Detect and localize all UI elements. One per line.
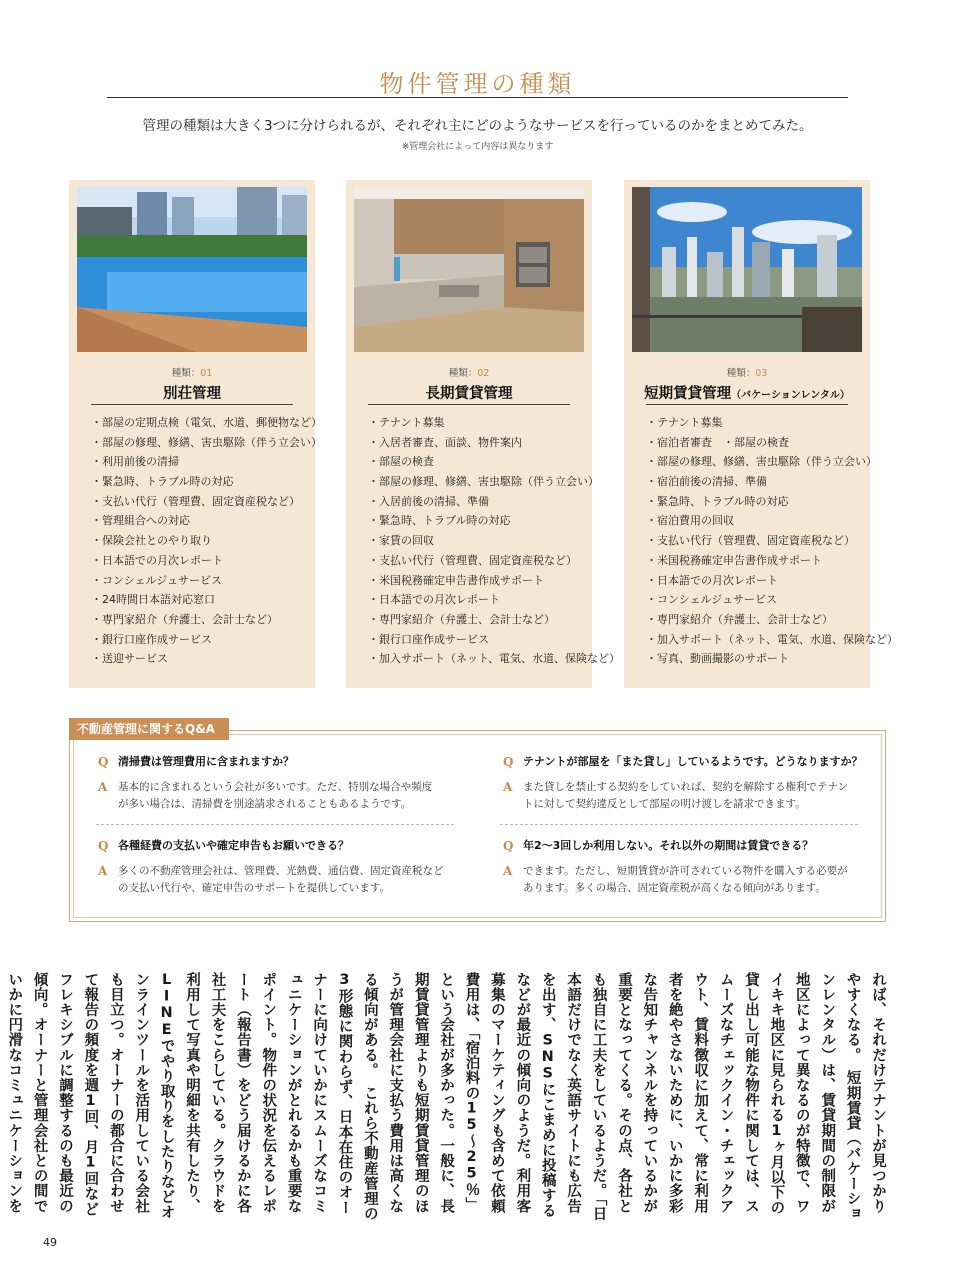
a-mark: A <box>503 780 513 794</box>
q-mark: Q <box>503 839 514 853</box>
list-item: ・ 入居前後の清掃、準備 <box>368 492 584 512</box>
type-label: 種類：03 <box>726 368 768 379</box>
qa-question: Q 清掃費は管理費用に含まれますか？ <box>98 755 294 769</box>
title-rule <box>107 97 848 98</box>
list-item: ・ コンシェルジュサービス <box>646 590 862 610</box>
qa-item <box>98 753 468 813</box>
list-item: ・ 専門家紹介（弁護士、会計士など） <box>368 610 584 630</box>
list-item: ・ 部屋の定期点検（電気、水道、郵便物など） <box>91 413 307 433</box>
page-title: 物件管理の種類 <box>379 70 576 98</box>
qa-question: Q 年2〜3回しか利用しない。それ以外の期間は賃貸できる？ <box>503 839 814 853</box>
list-item: ・ 支払い代行（管理費、固定資産税など） <box>91 492 307 512</box>
qa-item <box>503 837 868 897</box>
divider <box>368 404 570 405</box>
list-item: ・ 入居者審査、面談、物件案内 <box>368 433 584 453</box>
q-mark: Q <box>503 755 514 769</box>
management-type-card <box>624 180 899 688</box>
list-item: ・ 送迎サービス <box>91 649 307 669</box>
list-item: ・ 管理組合への対応 <box>91 511 307 531</box>
qa-answer: A また貸しを禁止する契約をしていれば、契約を解除する権利でテナン トに対して契約違反として部屋の明け渡しを請求できます。 <box>503 780 848 810</box>
list-item: ・ 部屋の修理、修繕、害虫駆除（伴う立会い） <box>91 433 307 453</box>
divider <box>91 404 293 405</box>
a-mark: A <box>98 780 108 794</box>
qa-answer: A 多くの不動産管理会社は、管理費、光熱費、通信費、固定資産税など の支払い代行や、確定申告のサポートを提供しています。 <box>98 864 444 894</box>
list-item: ・ 部屋の修理、修繕、害虫駆除（伴う立会い） <box>368 472 584 492</box>
qa-divider <box>500 824 858 825</box>
qa-answer: A できます。ただし、短期賃貸が許可されている物件を購入する必要が あります。多くの場合、固定資産税が高くなる傾向があります。 <box>503 864 848 894</box>
list-item: ・ 支払い代行（管理費、固定資産税など） <box>646 531 862 551</box>
list-item: ・ 家賃の回収 <box>368 531 584 551</box>
list-item: ・ 加入サポート（ネット、電気、水道、保険など） <box>646 630 862 650</box>
list-item: ・ 宿泊者審査 ・部屋の検査 <box>646 433 862 453</box>
q-mark: Q <box>98 755 109 769</box>
list-item: ・ 緊急時、トラブル時の対応 <box>91 472 307 492</box>
list-item: ・ テナント募集 <box>646 413 862 433</box>
type-label: 種類：02 <box>448 368 490 379</box>
service-list <box>646 413 899 669</box>
qa-item <box>503 753 868 813</box>
list-item: ・ 宿泊費用の回収 <box>646 511 862 531</box>
service-list <box>368 413 621 669</box>
list-item: ・ 宿泊前後の清掃、準備 <box>646 472 862 492</box>
list-item: ・ 専門家紹介（弁護士、会計士など） <box>646 610 862 630</box>
service-list <box>91 413 322 669</box>
qa-divider <box>96 824 454 825</box>
list-item: ・ 利用前後の清掃 <box>91 452 307 472</box>
qa-item <box>98 837 468 897</box>
article-body: れば、それだけテナントが見つかりやすくなる。 短期賃貸（バケーションレンタル）は、賃貸期間の制限が地区によって異なるのが特徴で、ワイキキ地区に見られる1ヶ月以下の貸し出し可能な物件に関しては、スムーズなチェックイン・チェックアウト、賃料徴収に加えて、常に利用者を絶やさないために、いかに多彩な告知チャンネルを持っているかが重要となってくる。その点、各社とも独自に工夫をしているようだ。「日本語だけでなく英語サイトにも広告を出す、SNSにこまめに投稿するなどが最近の傾向のようだ。利用客募集のマーケティングも含めて依頼費用は、「宿泊料の15〜25％」という会社が多かった。一般に、長期賃貸管理よりも短期賃貸管理のほうが管理会社に支払う費用は高くなる傾向がある。 これら不動産管理の3形態に関わらず、日本在住のオーナーに向けていかにスムーズなコミュニケーションがとれるかも重要なポイント。物件の状況を伝えるレポート（報告書）をどう届けるかに各社工夫をこらしている。クラウドを利用して写真や明細を共有したり、LINEでやり取りをしたりなどオンラインツールを活用している会社も目立つ。オーナーの都合に合わせて報告の頻度を週1回、月1回などフレキシブルに調整するのも最近の傾向。オーナーと管理会社との間でいかに円滑なコミュニケーションを <box>6 972 886 1222</box>
q-mark: Q <box>98 839 109 853</box>
list-item: ・ 米国税務確定申告書作成サポート <box>646 551 862 571</box>
management-type-card <box>69 180 322 688</box>
type-name: 長期賃貸管理 <box>425 386 513 402</box>
list-item: ・ 銀行口座作成サービス <box>91 630 307 650</box>
city-view-photo <box>632 187 862 352</box>
list-item: ・ 銀行口座作成サービス <box>368 630 584 650</box>
kitchen-photo <box>354 187 584 352</box>
list-item: ・ 緊急時、トラブル時の対応 <box>368 511 584 531</box>
qa-question: Q 各種経費の支払いや確定申告もお願いできる？ <box>98 839 349 853</box>
list-item: ・ 日本語での月次レポート <box>368 590 584 610</box>
list-item: ・ 24時間日本語対応窓口 <box>91 590 307 610</box>
list-item: ・ 保険会社とのやり取り <box>91 531 307 551</box>
list-item: ・ 支払い代行（管理費、固定資産税など） <box>368 551 584 571</box>
management-type-card <box>346 180 621 688</box>
list-item: ・ 日本語での月次レポート <box>646 571 862 591</box>
list-item: ・ 写真、動画撮影のサポート <box>646 649 862 669</box>
type-name: 別荘管理 <box>163 386 221 402</box>
a-mark: A <box>98 864 108 878</box>
list-item: ・ 加入サポート（ネット、電気、水道、保険など） <box>368 649 584 669</box>
list-item: ・ テナント募集 <box>368 413 584 433</box>
divider <box>646 404 848 405</box>
list-item: ・ 専門家紹介（弁護士、会計士など） <box>91 610 307 630</box>
list-item: ・ コンシェルジュサービス <box>91 571 307 591</box>
list-item: ・ 部屋の検査 <box>368 452 584 472</box>
a-mark: A <box>503 864 513 878</box>
list-item: ・ 部屋の修理、修繕、害虫駆除（伴う立会い） <box>646 452 862 472</box>
note-text: ※管理会社によって内容は異なります <box>401 142 554 152</box>
page-number: 49 <box>43 1236 57 1249</box>
type-name: 短期賃貸管理（バケーションレンタル） <box>644 386 850 402</box>
qa-answer: A 基本的に含まれるという会社が多いです。ただ、特別な場合や頻度 が多い場合は、清掃費を別途請求されることもあるようです。 <box>98 780 433 810</box>
qa-question: Q テナントが部屋を「また貸し」しているようです。どうなりますか？ <box>503 755 863 769</box>
list-item: ・ 日本語での月次レポート <box>91 551 307 571</box>
qa-heading: 不動産管理に関するQ&A <box>69 718 229 740</box>
intro-text: 管理の種類は大きく3つに分けられるが、それぞれ主にどのようなサービスを行っているのかをまとめてみた。 <box>142 118 813 134</box>
pool-photo <box>77 187 307 352</box>
list-item: ・ 米国税務確定申告書作成サポート <box>368 571 584 591</box>
type-label: 種類：01 <box>171 368 213 379</box>
list-item: ・ 緊急時、トラブル時の対応 <box>646 492 862 512</box>
